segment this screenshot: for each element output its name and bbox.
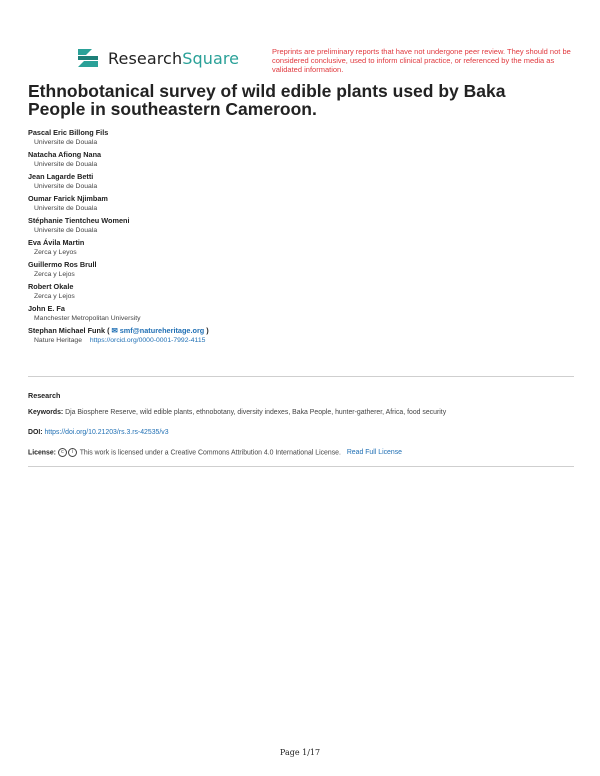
author-entry xyxy=(28,215,568,236)
keywords-label: Keywords: xyxy=(28,409,64,416)
license-text: This work is licensed under a Creative Commons Attribution 4.0 International License. xyxy=(79,449,341,457)
corresponding-affiliation-line xyxy=(28,336,568,346)
read-full-license-link[interactable]: Read Full License xyxy=(346,449,402,457)
author-entry xyxy=(28,259,568,280)
paren-open: ( xyxy=(107,326,110,335)
corresponding-author-name xyxy=(28,325,568,336)
author-affiliation: Zerca y Lejos xyxy=(34,293,75,300)
logo-word-square: Square xyxy=(182,48,240,68)
research-square-logo-icon xyxy=(76,47,100,69)
doi-line xyxy=(28,428,574,438)
cc-by-icon: i xyxy=(68,448,77,457)
author-affiliation: Universite de Douala xyxy=(34,205,98,212)
author-name: Pascal Eric Billong Fils xyxy=(28,128,109,137)
keywords-text: Dja Biosphere Reserve, wild edible plants, ethnobotany, diversity indexes, Baka People, hunter-gatherer, Africa, food security xyxy=(65,409,447,416)
doi-label: DOI: xyxy=(28,429,43,436)
author-name: Eva Ávila Martin xyxy=(28,238,85,247)
author-name: Guillermo Ros Brull xyxy=(28,260,97,269)
author-entry xyxy=(28,281,568,302)
author-entry xyxy=(28,149,568,170)
author-name: Stéphanie Tientcheu Womeni xyxy=(28,216,130,225)
section-divider xyxy=(28,376,574,377)
corresponding-name-text: Stephan Michael Funk xyxy=(28,326,106,335)
paper-title: Ethnobotanical survey of wild edible plants used by Baka People in southeastern Cameroon. xyxy=(28,81,506,119)
author-entry xyxy=(28,237,568,258)
logo-wordmark xyxy=(108,49,239,68)
research-square-logo[interactable] xyxy=(76,47,239,69)
author-affiliation: Zerca y Leyos xyxy=(34,249,77,256)
preprint-disclaimer: Preprints are preliminary reports that have not undergone peer review. They should not be considered conclusive, used to inform clinical practice, or referenced by the media as validated information. xyxy=(272,47,571,74)
cc-icon: c xyxy=(58,448,67,457)
corresponding-affiliation: Nature Heritage xyxy=(34,337,82,344)
corresponding-author xyxy=(28,325,568,346)
license-line xyxy=(28,448,574,458)
author-affiliation: Universite de Douala xyxy=(34,139,98,146)
keywords-line xyxy=(28,408,574,418)
author-entry xyxy=(28,193,568,214)
author-name: Robert Okale xyxy=(28,282,74,291)
section-divider xyxy=(28,466,574,467)
author-affiliation: Universite de Douala xyxy=(34,183,98,190)
author-name: John E. Fa xyxy=(28,304,65,313)
paren-close: ) xyxy=(206,326,209,335)
author-entry xyxy=(28,303,568,324)
mail-icon: ✉ xyxy=(111,326,118,335)
author-affiliation: Zerca y Lejos xyxy=(34,271,75,278)
orcid-link[interactable]: https://orcid.org/0000-0001-7992-4115 xyxy=(89,337,206,344)
author-affiliation: Manchester Metropolitan University xyxy=(34,315,141,322)
author-list xyxy=(28,127,568,347)
license-label: License: xyxy=(28,449,56,457)
author-name: Oumar Farick Njimbam xyxy=(28,194,108,203)
author-affiliation: Universite de Douala xyxy=(34,227,98,234)
article-type: Research xyxy=(28,391,61,400)
corresponding-email-link[interactable] xyxy=(112,326,205,335)
page-number: Page 1/17 xyxy=(279,748,321,757)
author-entry xyxy=(28,127,568,148)
author-entry xyxy=(28,171,568,192)
author-name: Jean Lagarde Betti xyxy=(28,172,94,181)
corresponding-email: smf@natureheritage.org xyxy=(119,326,205,335)
author-name: Natacha Afiong Nana xyxy=(28,150,102,159)
logo-word-research: Research xyxy=(108,48,183,68)
doi-link[interactable]: https://doi.org/10.21203/rs.3.rs-42535/v3 xyxy=(44,429,169,436)
author-affiliation: Universite de Douala xyxy=(34,161,98,168)
